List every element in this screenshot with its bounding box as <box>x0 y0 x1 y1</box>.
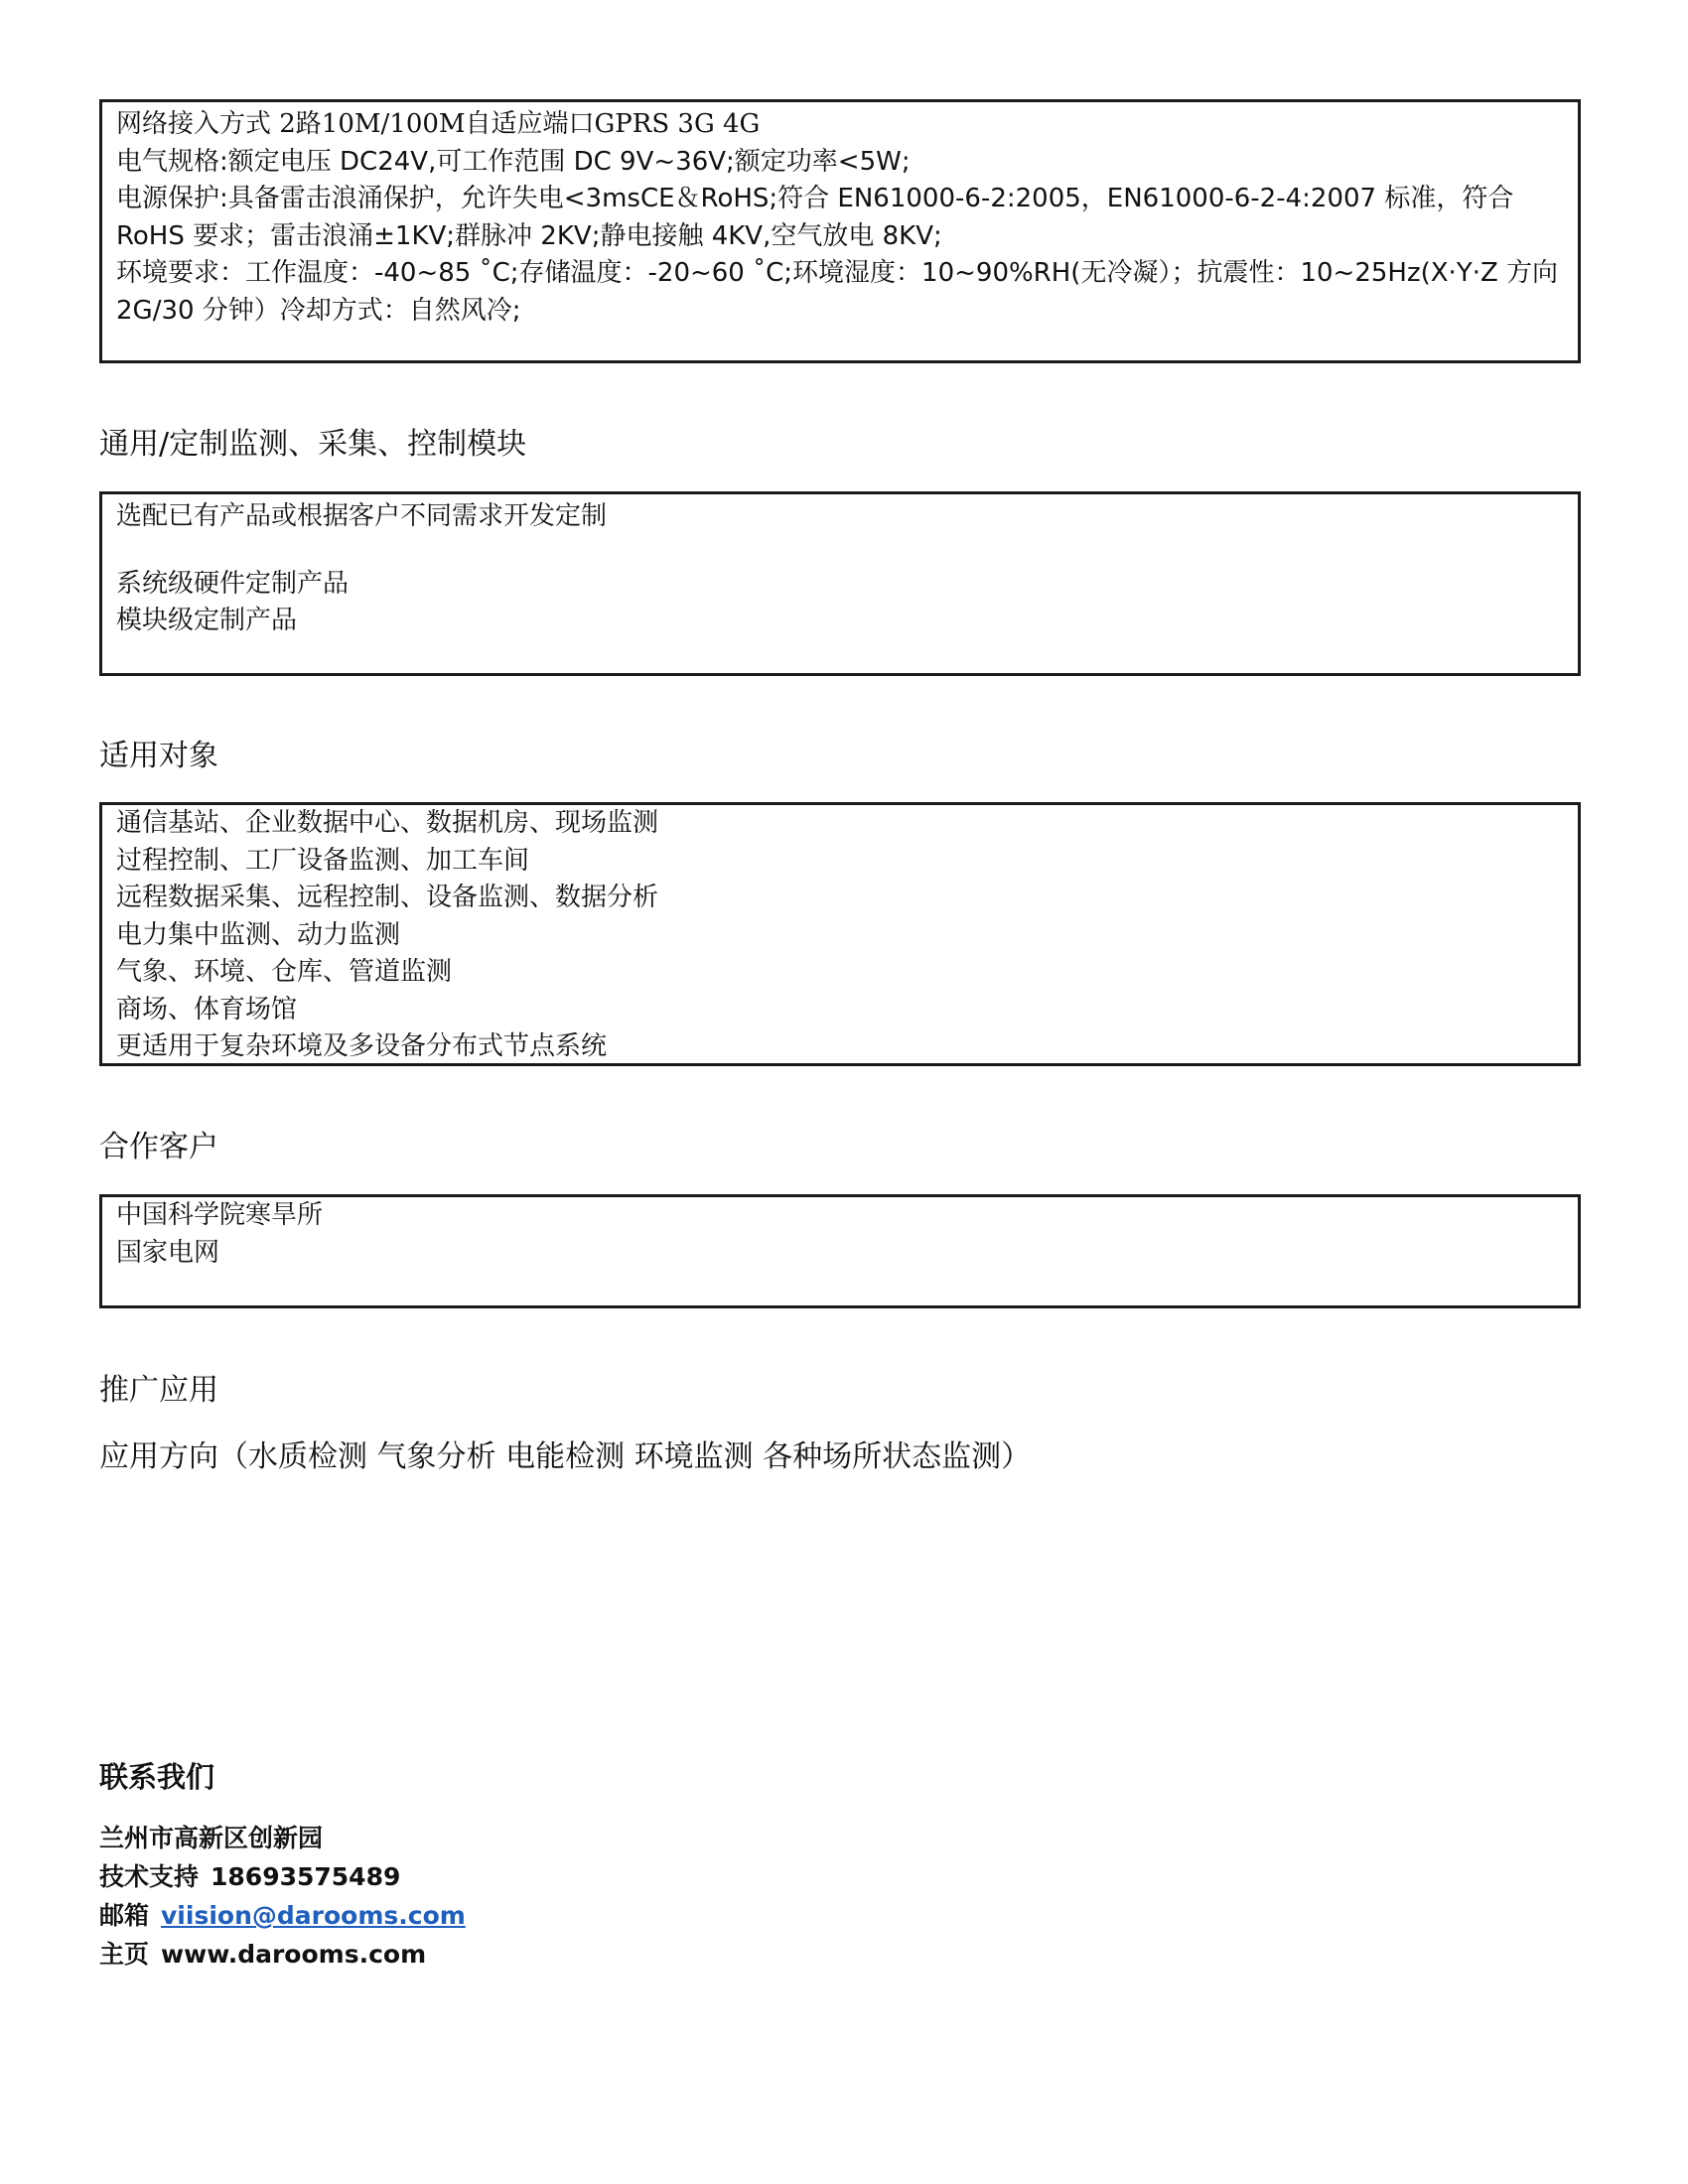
target-item: 过程控制、工厂设备监测、加工车间 <box>116 845 530 876</box>
target-item: 商场、体育场馆 <box>116 994 298 1024</box>
clients-heading: 合作客户 <box>99 1130 218 1164</box>
targets-heading: 适用对象 <box>99 739 218 773</box>
spec-environment-line: 环境要求：工作温度：-40~85 ˚C;存储温度：-20~60 ˚C;环境湿度：10~90%RH(无冷凝）；抗震性：10~25Hz(X·Y·Z 方向 2G/30 分钟）冷却方式：自然风冷; <box>116 258 1559 326</box>
spec-box <box>99 99 1581 363</box>
module-spacer <box>116 536 1564 566</box>
module-line: 模块级定制产品 <box>116 606 298 635</box>
contact-title: 联系我们 <box>99 1760 215 1794</box>
promotion-text: 应用方向（水质检测 气象分析 电能检测 环境监测 各种场所状态监测） <box>99 1439 1032 1474</box>
homepage-label: 主页 <box>99 1940 150 1969</box>
target-item: 远程数据采集、远程控制、设备监测、数据分析 <box>116 883 659 912</box>
targets-box <box>99 802 1581 1066</box>
email-label: 邮箱 <box>99 1901 150 1930</box>
target-item: 电力集中监测、动力监测 <box>116 919 401 950</box>
spec-network-line: 网络接入方式 2路10M/100M自适应端口GPRS 3G 4G <box>116 109 761 139</box>
spec-electrical-line: 电气规格:额定电压 DC24V,可工作范围 DC 9V~36V;额定功率<5W; <box>116 146 911 177</box>
module-heading: 通用/定制监测、采集、控制模块 <box>99 427 527 462</box>
contact-homepage <box>99 1935 426 1974</box>
module-line: 选配已有产品或根据客户不同需求开发定制 <box>116 501 608 531</box>
contact-support <box>99 1857 400 1896</box>
client-item: 中国科学院寒旱所 <box>116 1200 324 1230</box>
target-item: 气象、环境、仓库、管道监测 <box>116 957 453 987</box>
module-line: 系统级硬件定制产品 <box>116 568 350 599</box>
contact-address: 兰州市高新区创新园 <box>99 1824 324 1852</box>
target-item: 通信基站、企业数据中心、数据机房、现场监测 <box>116 808 659 838</box>
support-label: 技术支持 <box>99 1862 200 1891</box>
spec-power-protection-line: 电源保护:具备雷击浪涌保护，允许失电<3msCE＆RoHS;符合 EN61000-6-2:2005，EN61000-6-2-4:2007 标准，符合 RoHS 要求；雷击浪涌±1KV;群脉冲 2KV;静电接触 4KV,空气放电 8KV; <box>116 184 1514 251</box>
support-phone: 18693575489 <box>211 1862 401 1891</box>
promotion-heading: 推广应用 <box>99 1373 218 1408</box>
module-box <box>99 491 1581 676</box>
homepage-url: www.darooms.com <box>161 1940 427 1969</box>
contact-email <box>99 1896 466 1935</box>
target-item: 更适用于复杂环境及多设备分布式节点系统 <box>116 1031 608 1061</box>
client-item: 国家电网 <box>116 1237 220 1268</box>
clients-box <box>99 1194 1581 1308</box>
email-link[interactable]: viision@darooms.com <box>161 1901 466 1930</box>
